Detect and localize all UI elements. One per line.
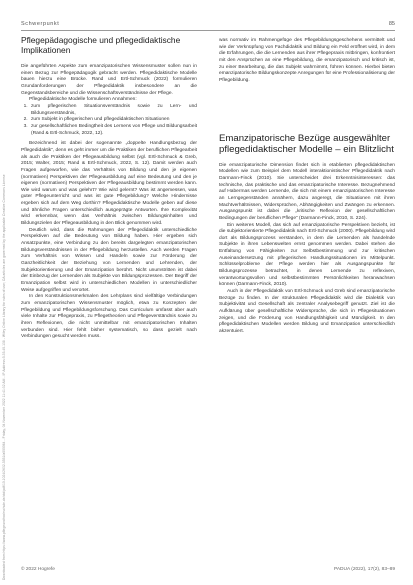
copyright-text: © 2022 Hogrefe [21, 567, 55, 572]
section-heading-implikationen: Pflegepädagogische und pflegedidaktische Implikationen [21, 35, 181, 55]
body-paragraph: In den Konstruktionsmerkmalen des Lehrplans sind vielfältige Verbindungen zum emanzipatorischen Wissensmuster möglich, etwa zu Konzepten der Pflegebildung und Pflegebildungsforschung. Das Curriculum umfasst aber auch viele Inhalte zur Pflegepraxis, zu Pflegetheorien und Pflegeverständnis sowie zu ihren Reflexionen, die nicht unmittelbar mit emanzipatorischen Inhalten verbunden sind. Hier fehlt bisher systematisch, so dass gezielt nach Verbindungen gesucht werden muss. [21, 294, 197, 340]
assumptions-list [21, 104, 197, 137]
left-column [21, 35, 197, 341]
page-number: 85 [388, 21, 395, 27]
body-paragraph: Auch in der Pflegedidaktik von Ertl-Schmuck und Greb sind emanzipatorische Bezüge zu finden. In der strukturalen Pflegedidaktik wird die Dialektik von Subjektivität und Gesellschaft als zentraler Analysebegriff genutzt. Ziel ist die Aufklärung über gesellschaftliche Widersprüche, die sich in Pflegesituationen zeigen, und die Förderung von Handlungsfähigkeit und Mündigkeit. In den pflegedidaktischen Modellen werden Bildung und Emanzipation unterschiedlich akzentuiert. [219, 289, 395, 334]
list-intro: Pflegedidaktische Modelle formulieren Annahmen: [29, 97, 137, 103]
download-note-text: Downloaded from https://www.pflegeundhochschule.de/doi/pdf/10.1024/2632-5551/a000064 - Friday, 04 November 2022 11:41:32 AM - IP Address:5.35.40.138 - Wiley Online Library for rules of use; OA articles are governed by the applicable Creative Commons License [2, 174, 6, 580]
page-header [21, 21, 395, 33]
journal-citation: PADUA (2022), 17(2), 83–89 [334, 567, 395, 572]
list-item: 2. zum Subjekt in pflegerischen und pflegedidaktischen Situationen [29, 117, 197, 124]
body-paragraph: Deutlich wird, dass die Rahmungen der Pflegedidaktik unterschiedliche Perspektiven auf die Bedeutung von Bildung haben. Hier ergeben sich Ansatzpunkte, eine Verbindung zu den bereits dargelegten emanzipatorischen Bildungsverständnissen in der Pflegebildung herzustellen. Auch werden Fragen zum Verhältnis von Wissen und Handeln sowie zur Förderung der Ganzheitlichkeit der Beziehung von Lernenden und Lehrenden, der Subjektorientierung und der Emanzipation berührt. Nicht unumstritten ist dabei der Einbezug der Lernenden als Subjekte von Bildungsprozessen. Der Begriff der Emanzipation selbst wird in unterschiedlichen Modellen in unterschiedlicher Weise aufgegriffen und verortet. [21, 227, 197, 293]
list-item: 3. zur gesellschaftlichen Bedingtheit des Lernens von Pflege und Bildungsarbeit (Rand & Ertl-Schmuck, 2022, 12). [29, 124, 197, 137]
section-label: Schwerpunkt [21, 21, 60, 27]
section-heading-emanzipatorische-bezuege: Emanzipatorische Bezüge ausgewählter pflegedidaktischer Modelle – ein Blitzlicht [219, 132, 394, 155]
header-rule [21, 30, 395, 31]
right-column [219, 38, 395, 336]
body-paragraph: Ein weiteres Modell, das sich auf emanzipatorische Perspektiven bezieht, ist die subjektorientierte Pflegedidaktik nach Ertl-Schmuck (2000). Pflegebildung wird dort als Bildungsprozess verstanden, in dem die Lernenden als handelnde Subjekte in ihren Lebenswelten ernst genommen werden. Dabei stehen die Entfaltung von Fähigkeiten zur Selbstbestimmung und zur kritischen Auseinandersetzung mit pflegerischen Handlungssituationen im Mittelpunkt. Schlüsselprobleme der Pflege werden hier als Ausgangspunkte für Bildungsprozesse betrachtet, in denen Lernende zu reflexiven, verantwortungsvollen und selbstbestimmten Persönlichkeiten heranwachsen können (Darmann-Finck, 2010). [219, 222, 395, 288]
body-paragraph: Die emanzipatorische Dimension findet sich in etablierten pflegedidaktischen Modellen wie zum Beispiel dem Modell interaktionistischer Pflegedidaktik nach Darmann-Finck (2010). Sie unterscheidet drei Erkenntnisinteressen: das technische, das praktische und das emanzipatorische Interesse. Bezugnehmend auf Habermas werden Lernende, die sich mit einem emanzipatorischen Interesse an Lerngegenständen annähern, dazu angeregt, die Situationen mit ihren Machtverhältnissen, Widersprüchen, Abhängigkeiten und Zwängen zu erkennen. Ausgangspunkt ist dabei die „kritische Reflexion der gesellschaftlichen Bedingungen der beruflichen Pflege“ (Darmann-Finck, 2010, S. 224). [219, 162, 395, 221]
page-footer [21, 567, 395, 575]
body-paragraph: Bezeichnend ist dabei der sogenannte „doppelte Handlungsbezug der Pflegedidaktik“, denn es geht immer um die Praktiken der beruflichen Pflegearbeit als auch die Praktiken der Pflegeausbildung selbst (vgl. Ertl-Schmuck & Greb, 2015; Walter, 2015; Rand & Ertl-Schmuck, 2022, S. 12). Damit werden auch Fragen aufgeworfen, wie das Verhältnis von Bildung und den je eigenen (normativen) Perspektiven der Pflegeausbildung auf eine Bedeutung und den je eigenen (normativen) Perspektiven der Pflegeausbildung bestimmt werden kann. Wie wird warum und was gelehrt? Wie wird gelernt? Was ist angemessen, was guter Pflegeunterricht und was ist gute Pflegebildung? Welche Hindernisse ergeben sich auf dem Weg dorthin? Pflegedidaktische Modelle geben auf diese und ähnliche Fragen unterschiedlich ausgeprägte Antworten. Ihre Komplexität wird erkennbar, wenn das Verhältnis zwischen Bildungsinhalten und Bildungszielen der Pflegeausbildung in den Blick genommen wird. [21, 141, 197, 227]
list-item: 1. zum pflegerischen Situationsverständnis sowie zu Lern- und Bildungsverständnis, [29, 104, 197, 117]
intro-paragraph: Die angeführten Aspekte zum emanzipatorischen Wissensmuster sollen nun in einen Bezug zur Pflegepädagogik gebracht werden. Pflegedidaktische Modelle bauen hierzu eine Brücke. Rand und Ertl-Schmuck (2022) formulieren Grundanforderungen der Pflegedidaktik insbesondere an die Gegenstandsbereiche und die Wissenschaftsverständnisse der Pflege. [21, 64, 197, 96]
body-paragraph: was normativ im Rahmengefüge des Pflegebildungsgeschehens vermittelt und wie der Verknüpfung von Fachdidaktik und Bildung ein Feld eröffnet wird, in dem die Erfahrungen, die die Lernenden aus ihrer Pflegepraxis mitbringen, konfrontiert mit den Ansprüchen an eine Pflegebildung, die emanzipatorisch und kritisch ist, zu einer Bearbeitung, die das Subjekt wahrnimmt, führen können. Hierbei bieten emanzipatorische Bildungskonzepte Anregungen für eine Professionalisierung der Pflegebildung. [219, 38, 395, 83]
sidebar-download-note [0, 0, 14, 585]
